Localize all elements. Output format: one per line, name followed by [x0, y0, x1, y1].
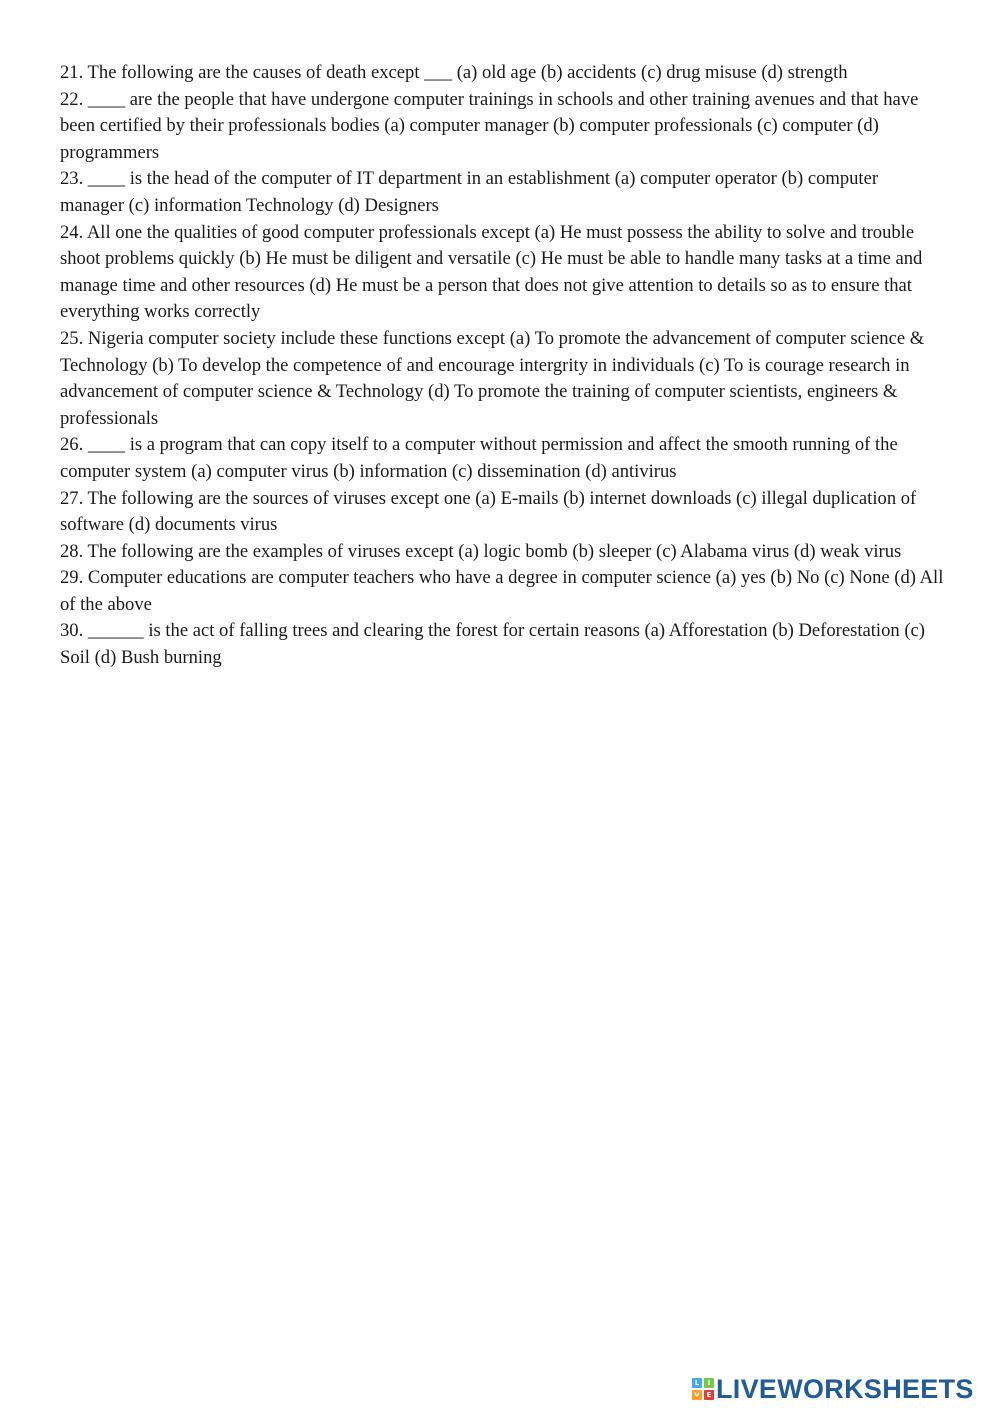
liveworksheets-logo [692, 1374, 974, 1404]
question-26: 26. ____ is a program that can copy itself to a computer without permission and affect the smooth running of the computer system (a) computer virus (b) information (c) dissemination (d) antivirus [60, 434, 898, 482]
logo-square-l: L [692, 1378, 702, 1388]
logo-mark-icon [692, 1378, 714, 1400]
question-27: 27. The following are the sources of viruses except one (a) E-mails (b) internet downloads (c) illegal duplication of software (d) documents virus [60, 487, 917, 536]
question-list [60, 60, 945, 672]
logo-wordmark: LIVEWORKSHEETS [716, 1374, 974, 1404]
logo-square-e: E [704, 1390, 714, 1400]
question-25: 25. Nigeria computer society include these functions except (a) To promote the advancement of computer science & Technology (b) To develop the competence of and encourage intergrity in individuals (c) To is courage research in advancement of computer science & Technology (d) To promote the training of computer scientists, engineers & professionals [60, 327, 925, 429]
question-23: 23. ____ is the head of the computer of IT department in an establishment (a) computer operator (b) computer manager (c) information Technology (d) Designers [60, 168, 879, 216]
question-30: 30. ______ is the act of falling trees and clearing the forest for certain reasons (a) Afforestation (b) Deforestation (c) Soil (d) Bush burning [60, 620, 925, 669]
question-24: 24. All one the qualities of good computer professionals except (a) He must possess the ability to solve and trouble shoot problems quickly (b) He must be diligent and versatile (c) He must be able to handle many tasks at a time and manage time and other resources (d) He must be a person that does not give attention to details so as to ensure that everything works correctly [60, 221, 923, 323]
question-21: 21. The following are the causes of death except ___ (a) old age (b) accidents (c) drug misuse (d) strength [60, 62, 848, 83]
question-22: 22. ____ are the people that have undergone computer trainings in schools and other training avenues and that have been certified by their professionals bodies (a) computer manager (b) computer professionals (c) computer (d) programmers [60, 88, 919, 163]
question-29: 29. Computer educations are computer teachers who have a degree in computer science (a) yes (b) No (c) None (d) All of the above [60, 567, 944, 615]
logo-square-i: I [704, 1378, 714, 1388]
question-28: 28. The following are the examples of viruses except (a) logic bomb (b) sleeper (c) Alabama virus (d) weak virus [60, 540, 902, 562]
logo-square-v: V [692, 1390, 702, 1400]
